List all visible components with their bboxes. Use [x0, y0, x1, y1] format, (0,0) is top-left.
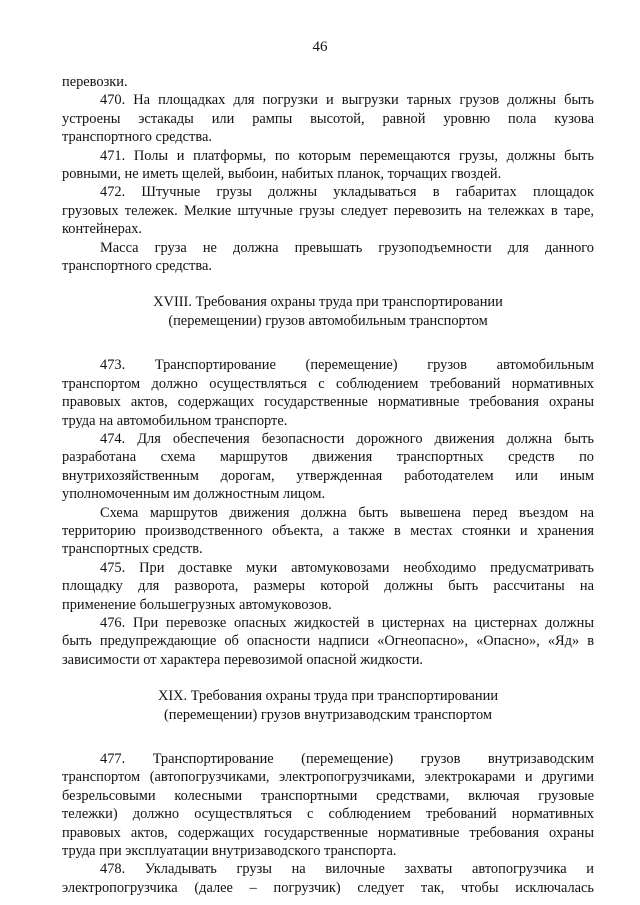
text-line: 476. При перевозке опасных жидкостей в цистернах на цистернах должны — [100, 614, 594, 631]
spacer — [62, 275, 594, 293]
paragraph — [62, 147, 594, 184]
text-line: быть предупреждающие об опасности надписи «Огнеопасно», «Опасно», «Яд» в — [62, 633, 594, 650]
document-body — [62, 73, 594, 897]
text-line: внутрихозяйственным дорогам, утвержденная работодателем или иным — [62, 467, 594, 484]
section-heading-line: (перемещении) грузов внутризаводским транспортом — [163, 706, 493, 723]
paragraph — [62, 356, 594, 430]
text-line: 471. Полы и платформы, по которым перемещаются грузы, должны быть — [100, 147, 594, 164]
text-line: зависимости от характера перевозимой опасной жидкости. — [62, 651, 423, 668]
text-line: безрельсовыми колесными транспортными средствами, включая грузовые — [62, 787, 594, 804]
text-line: транспортного средства. — [62, 129, 212, 146]
section-heading-line: (перемещении) грузов автомобильным транспортом — [168, 312, 488, 329]
paragraph — [62, 91, 594, 146]
text-line: применение большегрузных автомуковозов. — [62, 596, 332, 613]
text-line: правовых актов, содержащих государственные нормативные требования охраны — [62, 394, 594, 411]
text-line: Схема маршрутов движения должна быть вывешена перед въездом на — [100, 504, 594, 521]
text-line: 477. Транспортирование (перемещение) грузов внутризаводским — [100, 751, 594, 767]
section-heading-line: XVIII. Требования охраны труда при транспортировании — [153, 294, 503, 311]
paragraph — [62, 614, 594, 669]
spacer — [62, 330, 594, 356]
text-line: транспортных средств. — [62, 541, 203, 558]
text-line: ровными, не иметь щелей, выбоин, набитых планок, торчащих гвоздей. — [62, 166, 502, 183]
text-line: 472. Штучные грузы должны укладываться в габаритах площадок — [100, 184, 594, 201]
paragraph — [62, 860, 594, 897]
text-line: транспортного средства. — [62, 258, 212, 275]
paragraph — [62, 430, 594, 504]
paragraph — [62, 504, 594, 559]
page-number: 46 — [312, 39, 328, 55]
text-line: площадку для разворота, размеры которой должны быть рассчитаны на — [62, 578, 594, 595]
text-line: 478. Укладывать грузы на вилочные захваты автопогрузчика и — [100, 861, 594, 878]
text-line: тележки) должно осуществляться с соблюдением требований нормативных — [62, 806, 594, 823]
paragraph — [62, 559, 594, 614]
text-line: 475. При доставке муки автомуковозами необходимо предусматривать — [100, 559, 594, 576]
text-line: 473. Транспортирование (перемещение) грузов автомобильным — [100, 357, 594, 374]
text-line: разработана схема маршрутов движения транспортных средств по — [62, 449, 594, 466]
text-line: Масса груза не должна превышать грузоподъемности для данного — [100, 239, 594, 256]
paragraph — [62, 183, 594, 238]
section-heading — [62, 293, 594, 330]
text-line: уполномоченным им должностным лицом. — [62, 486, 326, 503]
text-line: грузовых тележек. Мелкие штучные грузы следует перевозить на тележках в таре, — [62, 202, 594, 219]
text-line: устроены эстакады или рампы высотой, равной уровню пола кузова — [62, 110, 594, 127]
section-heading-line: XIX. Требования охраны труда при транспортировании — [157, 688, 499, 705]
paragraph — [62, 750, 594, 860]
text-line: 474. Для обеспечения безопасности дорожного движения должна быть — [100, 430, 594, 447]
paragraph — [62, 73, 594, 91]
text-line: перевозки. — [62, 74, 128, 90]
text-line: электропогрузчика (далее – погрузчик) следует так, чтобы исключалась — [62, 879, 594, 896]
text-line: труда на автомобильном транспорте. — [62, 412, 288, 429]
text-line: территорию производственного объекта, а также в местах стоянки и хранения — [62, 522, 594, 539]
paragraph — [62, 239, 594, 276]
spacer — [62, 724, 594, 750]
text-line: контейнерах. — [62, 221, 142, 238]
text-line: труда при эксплуатации внутризаводского транспорта. — [62, 843, 397, 860]
text-line: правовых актов, содержащих государственные нормативные требования охраны — [62, 824, 594, 841]
text-line: транспортом (автопогрузчиками, электропогрузчиками, электрокарами и другими — [62, 769, 594, 786]
text-line: 470. На площадках для погрузки и выгрузки тарных грузов должны быть — [100, 92, 594, 109]
section-heading — [62, 687, 594, 724]
spacer — [62, 669, 594, 687]
text-line: транспортом должно осуществляться с соблюдением требований нормативных — [62, 375, 594, 392]
